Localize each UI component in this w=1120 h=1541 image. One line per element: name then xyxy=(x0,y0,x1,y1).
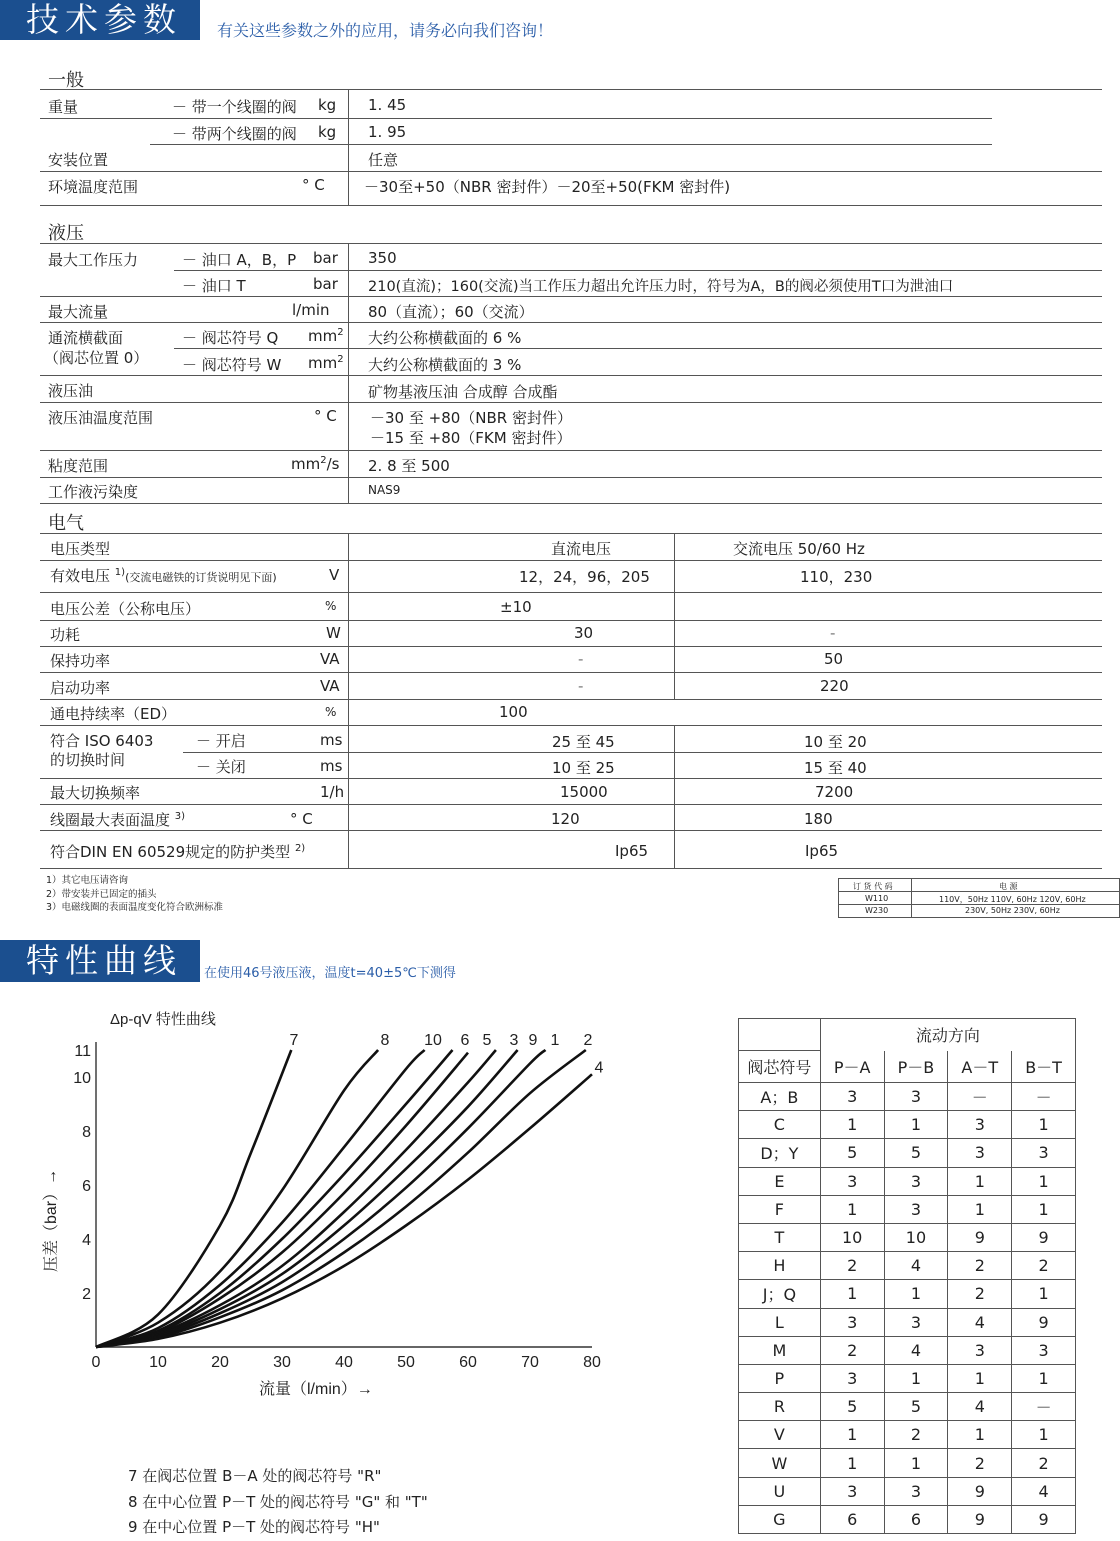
flow-value-cell: 9 xyxy=(948,1505,1012,1533)
flow-direction-table xyxy=(738,1018,1076,1534)
cross-w-label: － 阀芯符号 W xyxy=(182,356,282,374)
power-ac: - xyxy=(830,624,836,642)
power-label: 功耗 xyxy=(50,626,81,644)
off-dc: 10 至 25 xyxy=(552,759,615,777)
x-tick-label: 10 xyxy=(149,1354,167,1371)
table-row xyxy=(739,1336,1076,1364)
x-tick-label: 70 xyxy=(521,1354,539,1371)
flow-value-cell: 4 xyxy=(884,1336,948,1364)
header-note: 有关这些参数之外的应用，请务必向我们咨询！ xyxy=(217,21,554,40)
switch-label-2: 的切换时间 xyxy=(50,751,126,769)
heading-electric: 电气 xyxy=(48,513,84,534)
ed-label: 通电持续率（ED） xyxy=(50,705,177,723)
flow-header-3: A－T xyxy=(948,1051,1012,1083)
flow-value-cell: 3 xyxy=(820,1364,884,1392)
curve-label-5: 5 xyxy=(482,1032,492,1049)
flow-value-cell: 2 xyxy=(948,1252,1012,1280)
curve-label-8: 8 xyxy=(380,1032,390,1049)
flow-value: 80（直流）；60（交流） xyxy=(368,303,534,321)
spool-symbol-cell: A；B xyxy=(739,1083,821,1111)
voltage-dc: 12，24，96，205 xyxy=(519,568,650,586)
mount-label: 安装位置 xyxy=(48,151,109,169)
weight-label: 重量 xyxy=(48,98,79,116)
cross-w-value: 大约公称横截面的 3 % xyxy=(368,356,522,374)
x-tick-label: 30 xyxy=(273,1354,291,1371)
weight-one-label: － 带一个线圈的阀 xyxy=(172,98,297,116)
flow-value-cell: 1 xyxy=(884,1280,948,1308)
ambient-unit: ° C xyxy=(302,176,325,194)
on-label: － 开启 xyxy=(196,732,246,750)
flow-value-cell: 2 xyxy=(820,1252,884,1280)
flow-value-cell: 9 xyxy=(948,1223,1012,1251)
flow-value-cell: 2 xyxy=(884,1421,948,1449)
weight-one-value: 1. 45 xyxy=(368,96,407,114)
coil-dc: 120 xyxy=(551,810,580,828)
fluid-temp-value-1: －30 至 +80（NBR 密封件） xyxy=(370,409,572,427)
flow-value-cell: 1 xyxy=(820,1195,884,1223)
spool-symbol-cell: C xyxy=(739,1111,821,1139)
port-abp-unit: bar xyxy=(313,249,338,267)
freq-ac: 7200 xyxy=(815,783,854,801)
table-row xyxy=(739,1195,1076,1223)
curve-note: 在使用46号液压液，温度t=40±5℃下测得 xyxy=(204,966,456,981)
spool-symbol-cell: L xyxy=(739,1308,821,1336)
weight-unit-2: kg xyxy=(318,123,337,141)
ed-value: 100 xyxy=(499,703,528,721)
flow-header-1: P－A xyxy=(820,1051,884,1083)
ambient-value: －30至+50（NBR 密封件）－20至+50(FKM 密封件) xyxy=(364,178,731,196)
cross-label: 通流横截面 xyxy=(48,329,124,347)
y-axis-label: 压差（bar）→ xyxy=(43,1168,60,1272)
flow-value-cell: 3 xyxy=(820,1167,884,1195)
flow-value-cell: 3 xyxy=(948,1336,1012,1364)
flow-value-cell: 5 xyxy=(820,1393,884,1421)
flow-value-cell: 1 xyxy=(1012,1280,1076,1308)
ed-unit: % xyxy=(325,705,337,719)
flow-value-cell: 5 xyxy=(884,1139,948,1167)
clean-value: NAS9 xyxy=(368,483,401,497)
flow-value-cell: 4 xyxy=(948,1308,1012,1336)
power-unit: W xyxy=(326,624,341,642)
flow-value-cell: 3 xyxy=(884,1308,948,1336)
ambient-label: 环境温度范围 xyxy=(48,178,139,196)
flow-value-cell: 4 xyxy=(884,1252,948,1280)
pressure-label: 最大工作压力 xyxy=(48,251,139,269)
table-row xyxy=(739,1252,1076,1280)
fluid-label: 液压油 xyxy=(48,382,94,400)
mount-value: 任意 xyxy=(368,151,399,169)
flow-value-cell: 1 xyxy=(948,1195,1012,1223)
flow-value-cell: 5 xyxy=(820,1139,884,1167)
flow-value-cell: 3 xyxy=(948,1111,1012,1139)
curve-label-2: 2 xyxy=(583,1032,593,1049)
curve-label-1: 1 xyxy=(550,1032,560,1049)
tol-value: ±10 xyxy=(500,598,532,616)
weight-two-label: － 带两个线圈的阀 xyxy=(172,125,297,143)
curve-notes xyxy=(128,1464,428,1541)
off-unit: ms xyxy=(320,757,343,775)
fluid-temp-label: 液压油温度范围 xyxy=(48,409,154,427)
flow-value-cell: 1 xyxy=(820,1421,884,1449)
freq-unit: 1/h xyxy=(320,783,345,801)
flow-value-cell: 2 xyxy=(948,1449,1012,1477)
table-row xyxy=(739,1111,1076,1139)
curve-9 xyxy=(96,1050,518,1347)
tol-label: 电压公差（公称电压） xyxy=(50,600,201,618)
flow-value-cell: 1 xyxy=(884,1364,948,1392)
flow-value-cell: 1 xyxy=(1012,1364,1076,1392)
y-tick-label: 11 xyxy=(74,1043,91,1060)
footnote-1: 1）其它电压请咨询 xyxy=(46,875,129,886)
on-dc: 25 至 45 xyxy=(552,733,615,751)
y-tick-label: 8 xyxy=(82,1124,91,1141)
flow-title: 流动方向 xyxy=(820,1019,1075,1051)
freq-dc: 15000 xyxy=(560,783,608,801)
spool-symbol-cell: G xyxy=(739,1505,821,1533)
flow-value-cell: 3 xyxy=(820,1308,884,1336)
order-w230: W230 xyxy=(865,906,889,915)
start-ac: 220 xyxy=(820,677,849,695)
start-unit: VA xyxy=(320,677,340,695)
flow-value-cell: 1 xyxy=(1012,1195,1076,1223)
footnote-3: 3）电磁线圈的表面温度变化符合欧洲标准 xyxy=(46,902,224,913)
footnote-2: 2）带安装并已固定的插头 xyxy=(46,888,157,900)
table-row xyxy=(739,1505,1076,1533)
order-header-supply: 电 源 xyxy=(999,882,1018,891)
start-label: 启动功率 xyxy=(50,679,111,697)
off-ac: 15 至 40 xyxy=(804,759,867,777)
flow-value-cell: 1 xyxy=(1012,1111,1076,1139)
tol-unit: % xyxy=(325,599,337,613)
flow-value-cell: 2 xyxy=(1012,1449,1076,1477)
flow-value-cell: 4 xyxy=(948,1393,1012,1421)
flow-value-cell: 1 xyxy=(948,1421,1012,1449)
spool-symbol-cell: T xyxy=(739,1223,821,1251)
voltage-ac: 110，230 xyxy=(800,568,873,586)
curve-3 xyxy=(96,1050,496,1347)
flow-value-cell: 6 xyxy=(820,1505,884,1533)
ac-header: 交流电压 50/60 Hz xyxy=(733,540,865,558)
flow-header-2: P－B xyxy=(884,1051,948,1083)
spool-symbol-cell: U xyxy=(739,1477,821,1505)
power-dc: 30 xyxy=(574,624,594,642)
flow-value-cell: 1 xyxy=(948,1167,1012,1195)
weight-two-value: 1. 95 xyxy=(368,123,407,141)
y-tick-label: 10 xyxy=(73,1070,91,1087)
coil-label: 线圈最大表面温度 $^{3)}$ xyxy=(50,811,186,829)
spool-symbol-cell: J；Q xyxy=(739,1280,821,1308)
flow-value-cell: 10 xyxy=(820,1223,884,1251)
flow-value-cell: 1 xyxy=(948,1364,1012,1392)
voltage-unit: V xyxy=(329,566,340,584)
chart-title: Δp-qV 特性曲线 xyxy=(110,1011,216,1028)
curve-note-9: 9 在中心位置 P－T 处的阀芯符号 "H" xyxy=(128,1518,380,1536)
flow-value-cell: － xyxy=(1012,1083,1076,1111)
x-tick-label: 40 xyxy=(335,1354,353,1371)
curve-label-3: 3 xyxy=(509,1032,519,1049)
order-w110-supply: 110V，50Hz 110V, 60Hz 120V, 60Hz xyxy=(939,895,1086,904)
flow-value-cell: 3 xyxy=(820,1083,884,1111)
flow-value-cell: 3 xyxy=(1012,1336,1076,1364)
flow-value-cell: 1 xyxy=(820,1280,884,1308)
y-tick-label: 2 xyxy=(82,1286,91,1303)
table-row xyxy=(739,1364,1076,1392)
coil-ac: 180 xyxy=(804,810,833,828)
table-row xyxy=(739,1393,1076,1421)
x-tick-label: 50 xyxy=(397,1354,415,1371)
curve-note-7: 7 在阀芯位置 B－A 处的阀芯符号 "R" xyxy=(128,1467,382,1485)
y-tick-label: 6 xyxy=(82,1178,91,1195)
hold-label: 保持功率 xyxy=(50,652,111,670)
start-dc: - xyxy=(578,677,584,695)
section-title-curves: 特性曲线 xyxy=(0,940,200,982)
x-tick-label: 0 xyxy=(91,1354,101,1371)
hold-dc: - xyxy=(578,650,584,668)
table-row xyxy=(739,1280,1076,1308)
cross-label-2: （阀芯位置 0） xyxy=(44,349,149,367)
flow-value-cell: 3 xyxy=(884,1195,948,1223)
order-w230-supply: 230V, 50Hz 230V, 60Hz xyxy=(965,906,1060,915)
x-tick-label: 80 xyxy=(583,1354,601,1371)
on-ac: 10 至 20 xyxy=(804,733,867,751)
table-row xyxy=(739,1477,1076,1505)
flow-value-cell: 1 xyxy=(1012,1167,1076,1195)
flow-value-cell: 3 xyxy=(820,1477,884,1505)
heading-hydraulic: 液压 xyxy=(48,223,84,244)
spool-symbol-cell: W xyxy=(739,1449,821,1477)
flow-value-cell: 9 xyxy=(1012,1505,1076,1533)
flow-value-cell: 3 xyxy=(884,1167,948,1195)
flow-value-cell: 2 xyxy=(820,1336,884,1364)
flow-value-cell: 5 xyxy=(884,1393,948,1421)
cross-w-unit: $mm^2$ xyxy=(308,354,344,372)
flow-value-cell: 6 xyxy=(884,1505,948,1533)
port-abp-label: － 油口 A，B，P xyxy=(182,251,297,269)
dc-header: 直流电压 xyxy=(551,540,612,558)
cross-q-label: － 阀芯符号 Q xyxy=(182,329,279,347)
spool-symbol-cell: E xyxy=(739,1167,821,1195)
order-code-table xyxy=(838,878,1120,918)
prot-dc: Ip65 xyxy=(615,842,649,860)
spool-symbol-cell: V xyxy=(739,1421,821,1449)
curve-label-7: 7 xyxy=(289,1032,299,1049)
curve-7 xyxy=(96,1050,291,1347)
order-header-code: 订 货 代 码 xyxy=(853,882,893,891)
fluid-temp-value-2: －15 至 +80（FKM 密封件） xyxy=(370,429,572,447)
cross-q-value: 大约公称横截面的 6 % xyxy=(368,329,522,347)
fluid-temp-unit: ° C xyxy=(314,407,337,425)
flow-corner-cell xyxy=(739,1019,821,1051)
off-label: － 关闭 xyxy=(196,758,246,776)
pressure-flow-chart xyxy=(0,1000,640,1430)
spool-symbol-cell: M xyxy=(739,1336,821,1364)
curve-label-10: 10 xyxy=(424,1032,442,1049)
spool-symbol-cell: F xyxy=(739,1195,821,1223)
x-tick-label: 20 xyxy=(211,1354,229,1371)
flow-value-cell: 10 xyxy=(884,1223,948,1251)
flow-value-cell: 3 xyxy=(948,1139,1012,1167)
prot-label: 符合DIN EN 60529规定的防护类型 $^{2)}$ xyxy=(50,843,306,861)
spool-symbol-cell: P xyxy=(739,1364,821,1392)
flow-label: 最大流量 xyxy=(48,303,109,321)
curve-label-4: 4 xyxy=(594,1059,604,1077)
table-row xyxy=(739,1223,1076,1251)
curve-label-6: 6 xyxy=(460,1032,470,1049)
table-row xyxy=(739,1308,1076,1336)
flow-value-cell: 1 xyxy=(884,1111,948,1139)
section-title-tech-params: 技术参数 xyxy=(0,0,200,40)
footnotes xyxy=(46,874,223,915)
flow-value-cell: 2 xyxy=(948,1280,1012,1308)
flow-value-cell: － xyxy=(1012,1393,1076,1421)
order-w110: W110 xyxy=(865,894,889,903)
flow-unit: l/min xyxy=(292,301,330,319)
flow-value-cell: 4 xyxy=(1012,1477,1076,1505)
hold-ac: 50 xyxy=(824,650,844,668)
flow-value-cell: 9 xyxy=(948,1477,1012,1505)
curve-8 xyxy=(96,1050,378,1347)
switch-label-1: 符合 ISO 6403 xyxy=(50,732,154,750)
flow-header-4: B－T xyxy=(1012,1051,1076,1083)
y-tick-label: 4 xyxy=(82,1232,91,1249)
coil-unit: ° C xyxy=(290,810,313,828)
flow-value-cell: 1 xyxy=(820,1449,884,1477)
spool-symbol-cell: D；Y xyxy=(739,1139,821,1167)
port-t-unit: bar xyxy=(313,275,338,293)
visc-value: 2. 8 至 500 xyxy=(368,457,450,475)
visc-label: 粘度范围 xyxy=(48,457,109,475)
clean-label: 工作液污染度 xyxy=(48,483,139,501)
flow-value-cell: 1 xyxy=(820,1111,884,1139)
flow-value-cell: 3 xyxy=(884,1477,948,1505)
table-row xyxy=(739,1449,1076,1477)
flow-value-cell: 1 xyxy=(884,1449,948,1477)
visc-unit: $mm^2/s$ xyxy=(291,455,340,473)
freq-label: 最大切换频率 xyxy=(50,784,141,802)
flow-header-0: 阀芯符号 xyxy=(739,1051,821,1083)
x-axis-label: 流量（l/min）→ xyxy=(259,1381,373,1398)
prot-ac: Ip65 xyxy=(805,842,839,860)
cross-q-unit: $mm^2$ xyxy=(308,327,344,345)
voltage-label: 有效电压 $^{1)}$(交流电磁铁的订货说明见下面) xyxy=(50,567,277,585)
table-row xyxy=(739,1421,1076,1449)
flow-value-cell: 2 xyxy=(1012,1252,1076,1280)
on-unit: ms xyxy=(320,731,343,749)
flow-value-cell: 3 xyxy=(1012,1139,1076,1167)
spool-symbol-cell: H xyxy=(739,1252,821,1280)
port-abp-value: 350 xyxy=(368,249,397,267)
table-row xyxy=(739,1083,1076,1111)
x-tick-label: 60 xyxy=(459,1354,477,1371)
port-t-value: 210(直流)；160(交流)当工作压力超出允许压力时，符号为A，B的阀必须使用T口为泄油口 xyxy=(368,279,954,295)
flow-value-cell: 9 xyxy=(1012,1223,1076,1251)
curve-label-9: 9 xyxy=(528,1032,538,1049)
flow-value-cell: 3 xyxy=(884,1083,948,1111)
table-row xyxy=(739,1139,1076,1167)
flow-value-cell: 9 xyxy=(1012,1308,1076,1336)
spool-symbol-cell: R xyxy=(739,1393,821,1421)
table-row xyxy=(739,1167,1076,1195)
curve-note-8: 8 在中心位置 P－T 处的阀芯符号 "G" 和 "T" xyxy=(128,1492,428,1511)
flow-value-cell: － xyxy=(948,1083,1012,1111)
weight-unit: kg xyxy=(318,96,337,114)
port-t-label: － 油口 T xyxy=(182,277,246,295)
type-label: 电压类型 xyxy=(50,540,111,558)
flow-value-cell: 1 xyxy=(1012,1421,1076,1449)
heading-general: 一般 xyxy=(48,70,84,91)
hold-unit: VA xyxy=(320,650,340,668)
fluid-value: 矿物基液压油 合成醇 合成酯 xyxy=(368,383,558,401)
